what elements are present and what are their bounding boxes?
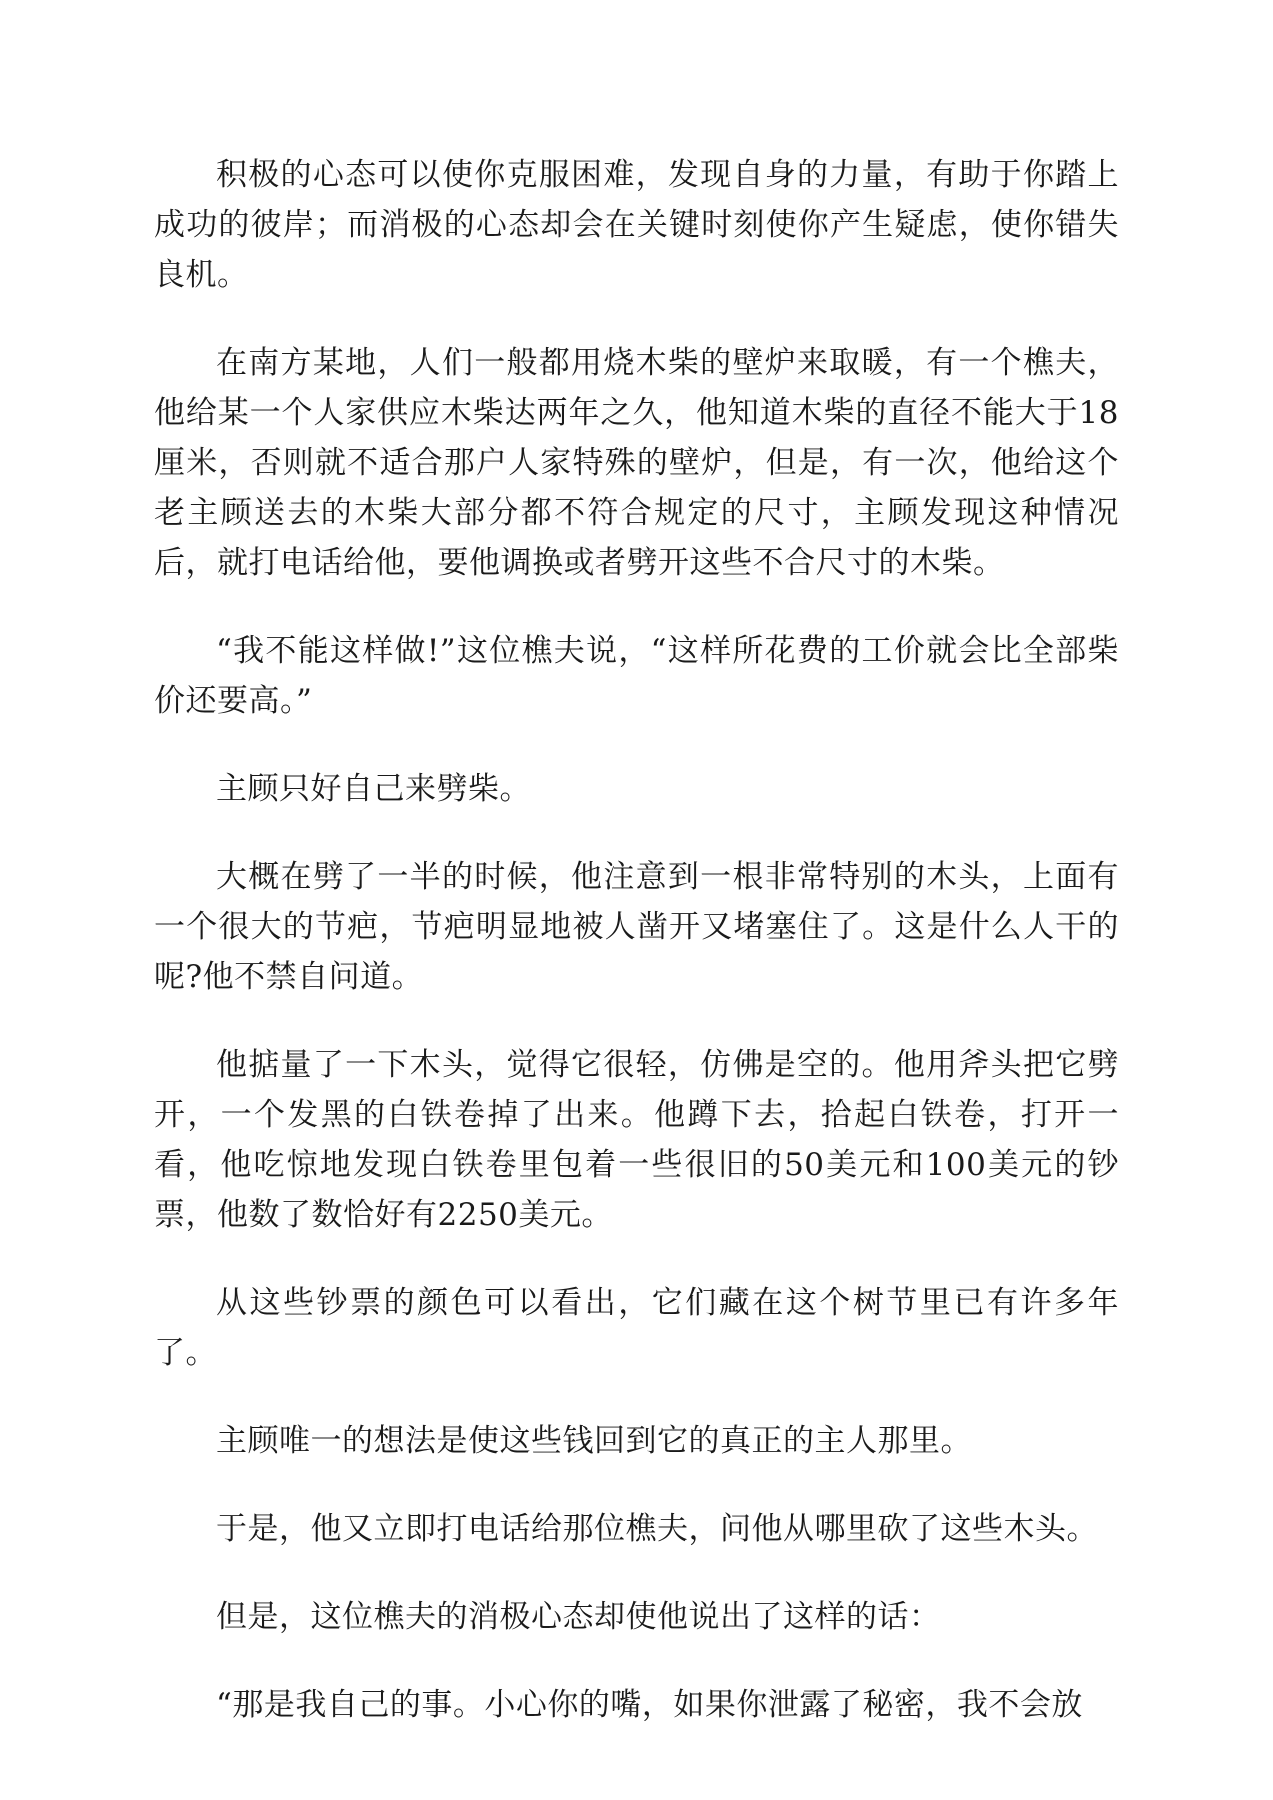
paragraph: “那是我自己的事。小心你的嘴，如果你泄露了秘密，我不会放 <box>216 1687 1083 1723</box>
paragraph: 积极的心态可以使你克服困难，发现自身的力量，有助于你踏上成功的彼岸；而消极的心态却会在关键时刻使你产生疑虑，使你错失良机。 <box>154 157 1119 293</box>
paragraph: 主顾只好自己来劈柴。 <box>216 771 531 807</box>
paragraph: 但是，这位樵夫的消极心态却使他说出了这样的话： <box>216 1599 941 1635</box>
paragraph: 从这些钞票的颜色可以看出，它们藏在这个树节里已有许多年了。 <box>154 1285 1119 1371</box>
document-body <box>154 150 1119 1730</box>
paragraph: 于是，他又立即打电话给那位樵夫，问他从哪里砍了这些木头。 <box>216 1511 1098 1547</box>
paragraph: “我不能这样做!”这位樵夫说，“这样所花费的工价就会比全部柴价还要高。” <box>154 633 1119 719</box>
paragraph: 主顾唯一的想法是使这些钱回到它的真正的主人那里。 <box>216 1423 972 1459</box>
paragraph: 在南方某地，人们一般都用烧木柴的壁炉来取暖，有一个樵夫，他给某一个人家供应木柴达两年之久，他知道木柴的直径不能大于18厘米，否则就不适合那户人家特殊的壁炉，但是，有一次，他给这个老主顾送去的木柴大部分都不符合规定的尺寸，主顾发现这种情况后，就打电话给他，要他调换或者劈开这些不合尺寸的木柴。 <box>154 345 1119 581</box>
paragraph: 大概在劈了一半的时候，他注意到一根非常特别的木头，上面有一个很大的节疤，节疤明显地被人凿开又堵塞住了。这是什么人干的呢?他不禁自问道。 <box>154 859 1119 995</box>
paragraph: 他掂量了一下木头，觉得它很轻，仿佛是空的。他用斧头把它劈开，一个发黑的白铁卷掉了出来。他蹲下去，拾起白铁卷，打开一看，他吃惊地发现白铁卷里包着一些很旧的50美元和100美元的钞票，他数了数恰好有2250美元。 <box>154 1047 1119 1233</box>
